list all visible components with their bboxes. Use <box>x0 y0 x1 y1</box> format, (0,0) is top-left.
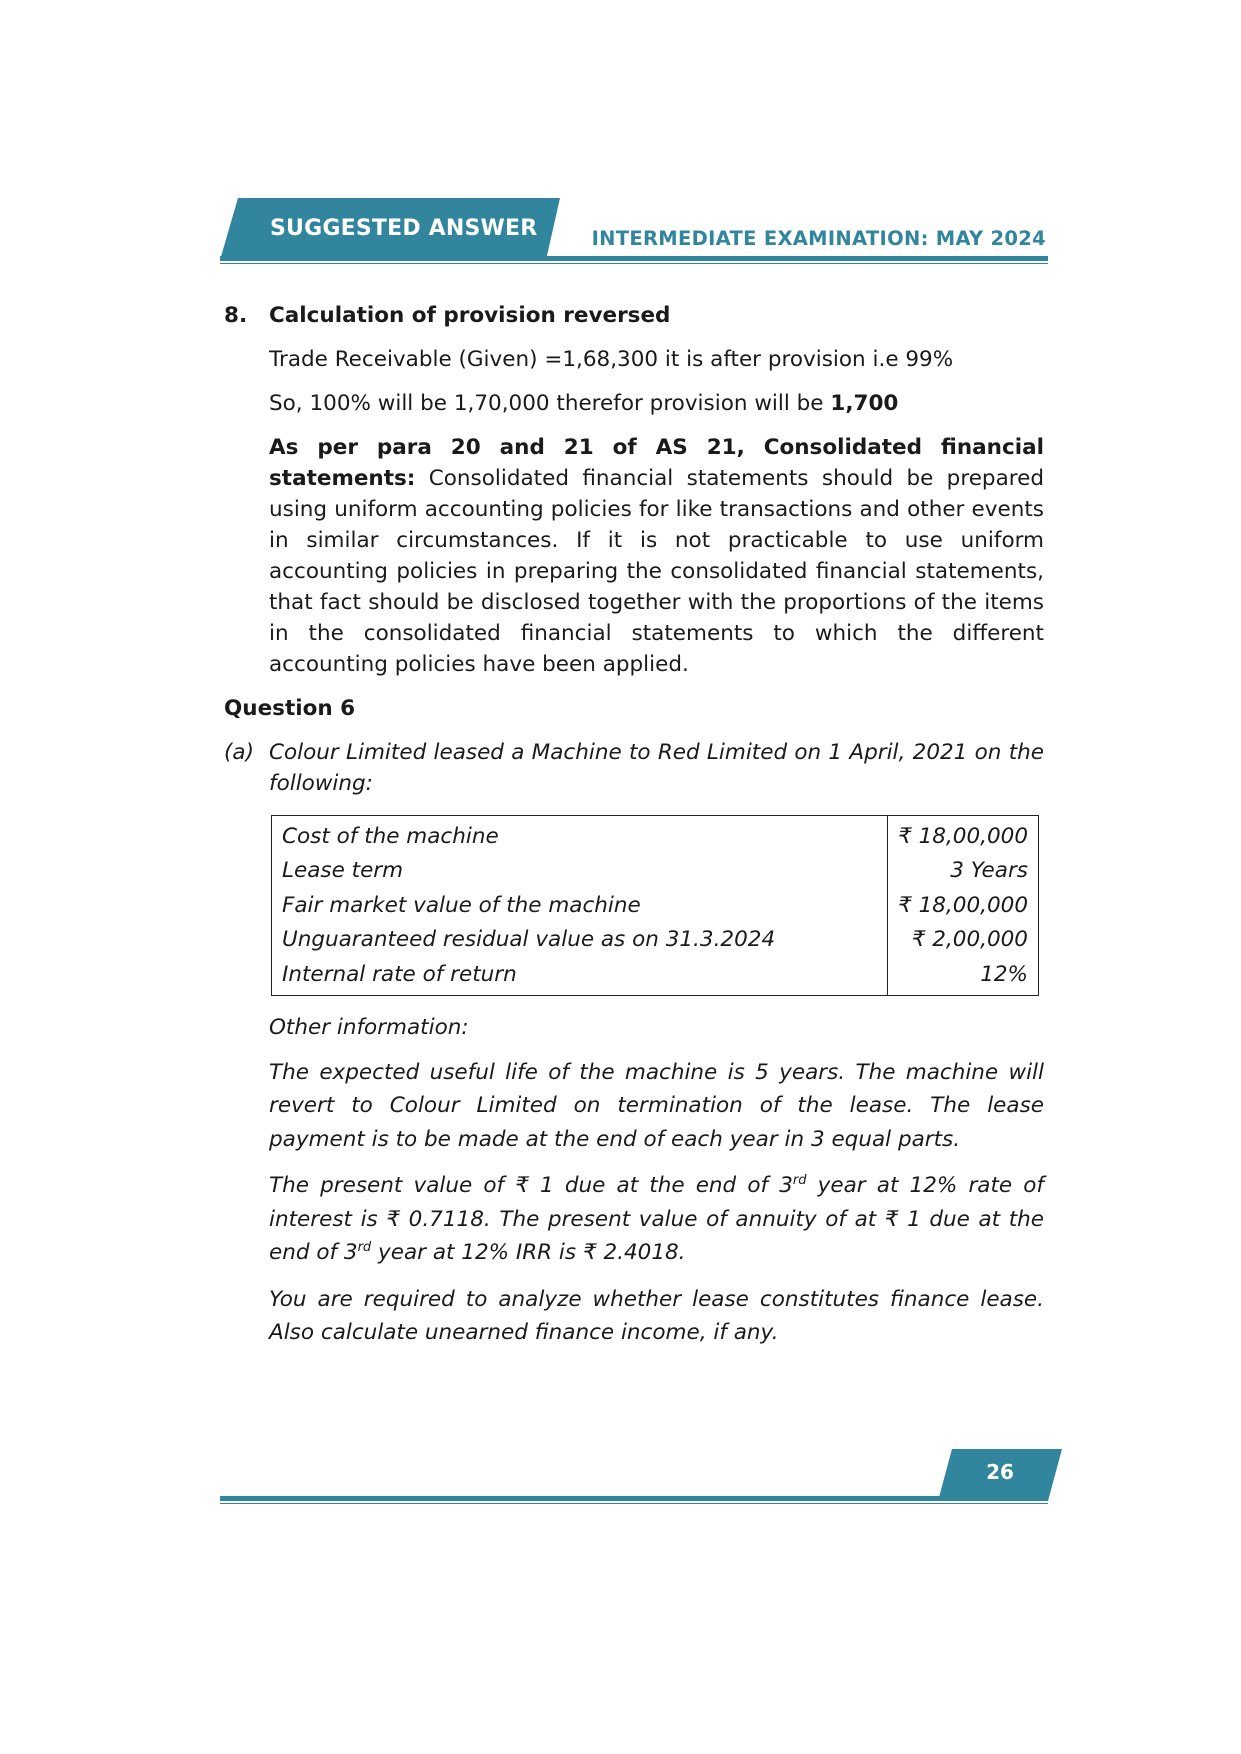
question-6-title: Question 6 <box>224 696 356 721</box>
provision-line <box>269 388 1044 419</box>
footer-rule <box>220 1496 1048 1501</box>
table-label: Unguaranteed residual value as on 31.3.2024 <box>272 923 888 958</box>
table-row <box>272 854 1039 889</box>
table-row <box>272 957 1039 995</box>
table-label: Internal rate of return <box>272 957 888 995</box>
table-value: 12% <box>888 957 1039 995</box>
table-row <box>272 923 1039 958</box>
present-value-paragraph <box>269 1169 1044 1270</box>
table-label: Fair market value of the machine <box>272 888 888 923</box>
table-row <box>272 888 1039 923</box>
as21-heading: As per para 20 and 21 of AS 21, Consolidated financial statements: <box>269 435 1044 491</box>
footer-rule-thin <box>220 1503 1048 1504</box>
section-title: Calculation of provision reversed <box>269 303 671 328</box>
header-tab-label: SUGGESTED ANSWER <box>270 216 538 241</box>
pv-text-2: year at 12% rate of interest is ₹ 0.7118. The present value of annuity of at ₹ 1 due at the end of 3 <box>269 1173 1044 1265</box>
pv-sup-2: rd <box>357 1239 372 1255</box>
provision-amount: 1,700 <box>830 391 899 416</box>
lease-info-table <box>271 815 1039 996</box>
provision-line-text: So, 100% will be 1,70,000 therefor provision will be <box>269 391 831 416</box>
page-number: 26 <box>986 1460 1014 1484</box>
header-rule <box>220 256 1048 261</box>
question-6a <box>224 737 1044 799</box>
as21-paragraph <box>269 432 1044 680</box>
table-row <box>272 816 1039 854</box>
header-rule-thin <box>220 263 1048 264</box>
pv-text-3: year at 12% IRR is ₹ 2.4018. <box>371 1240 686 1265</box>
useful-life-paragraph: The expected useful life of the machine is 5 years. The machine will revert to Colour Limited on termination of the lease. The lease payment is to be made at the end of each year in 3 equal parts. <box>269 1059 1044 1152</box>
requirement-paragraph: You are required to analyze whether lease constitutes finance lease. Also calculate unearned finance income, if any. <box>269 1286 1044 1345</box>
section-number: 8. <box>224 303 248 328</box>
table-value: ₹ 18,00,000 <box>888 888 1039 923</box>
exam-title: INTERMEDIATE EXAMINATION: MAY 2024 <box>591 227 1046 250</box>
table-label: Lease term <box>272 854 888 889</box>
other-info-label: Other information: <box>269 1014 469 1040</box>
part-label: (a) <box>224 740 254 765</box>
page-content <box>224 300 1044 1350</box>
question-intro: Colour Limited leased a Machine to Red Limited on 1 April, 2021 on the following: <box>269 740 1044 796</box>
table-value: 3 Years <box>888 854 1039 889</box>
table-value: ₹ 2,00,000 <box>888 923 1039 958</box>
trade-receivable-line: Trade Receivable (Given) =1,68,300 it is after provision i.e 99% <box>269 347 954 372</box>
section-8-heading <box>224 300 1044 331</box>
pv-text-1: The present value of ₹ 1 due at the end of 3 <box>269 1173 793 1198</box>
table-value: ₹ 18,00,000 <box>888 816 1039 854</box>
pv-sup-1: rd <box>792 1172 807 1188</box>
table-label: Cost of the machine <box>272 816 888 854</box>
as21-text: Consolidated financial statements should be prepared using uniform accounting policies for like transactions and other events in similar circumstances. If it is not practicable to use uniform accounting policies in preparing the consolidated financial statements, that fact should be disclosed together with the proportions of the items in the consolidated financial statements to which the different accounting policies have been applied. <box>269 466 1044 677</box>
